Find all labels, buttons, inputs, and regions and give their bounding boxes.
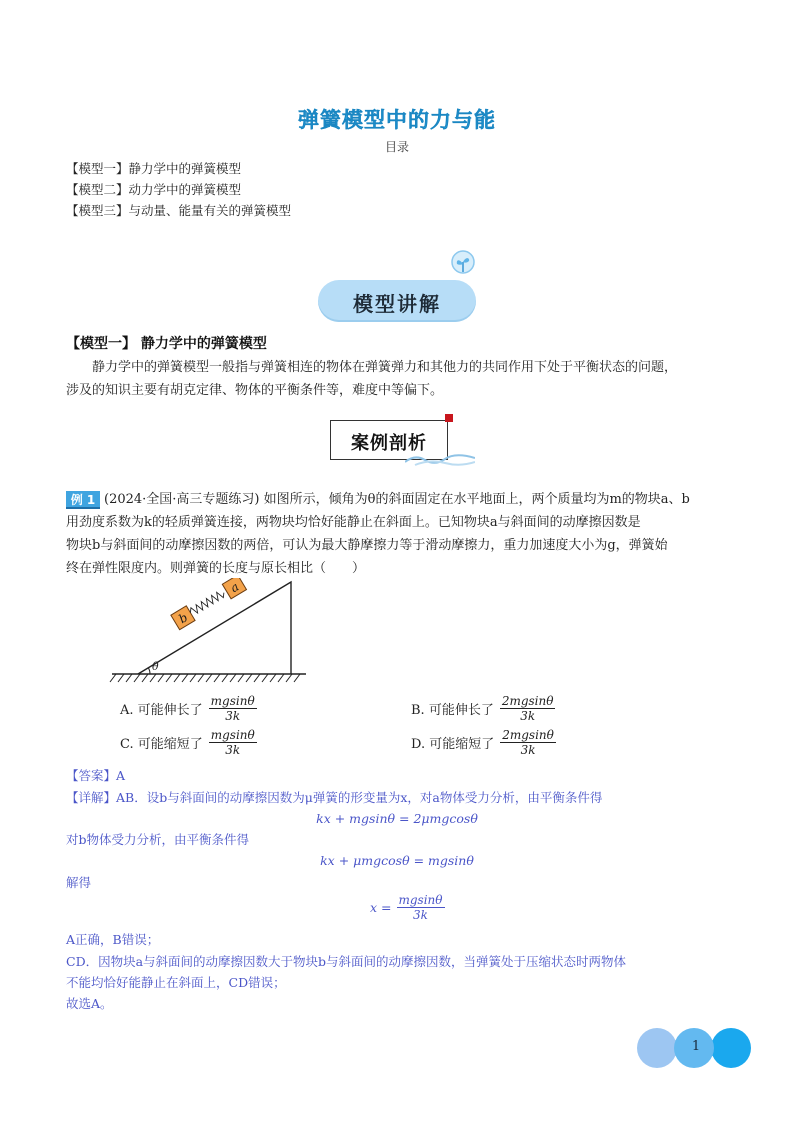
- detail-line-5: CD．因物块a与斜面间的动摩擦因数大于物块b与斜面间的动摩擦因数，当弹簧处于压缩状态时两物体: [66, 954, 627, 969]
- example-tag-label: 例: [70, 493, 83, 507]
- detail-line-2: 对b物体受力分析，由平衡条件得: [66, 832, 250, 847]
- equation-3: [370, 893, 445, 922]
- page-circle-left: [637, 1028, 677, 1068]
- section-heading: 【模型一】 静力学中的弹簧模型: [66, 336, 267, 352]
- block-a-label: a: [227, 579, 242, 596]
- incline-figure: [108, 578, 308, 684]
- option-c-fraction: [209, 728, 257, 757]
- option-b-label: B. 可能伸长了: [411, 703, 494, 718]
- example-number: 1: [86, 493, 96, 507]
- option-d[interactable]: [411, 728, 556, 757]
- equation-3-den: 3k: [413, 908, 428, 922]
- intro-line-2: 涉及的知识主要有胡克定律、物体的平衡条件等，难度中等偏下。: [66, 383, 444, 398]
- option-a-fraction: [209, 694, 257, 723]
- wave-decoration-icon: [405, 450, 475, 466]
- toc-item-2[interactable]: 【模型二】动力学中的弹簧模型: [66, 182, 242, 197]
- option-b-num: 2mgsinθ: [501, 694, 554, 708]
- equation-3-fraction: [397, 893, 445, 922]
- option-d-label: D. 可能缩短了: [411, 737, 495, 752]
- page-circle-right: [711, 1028, 751, 1068]
- example-line-3: 物块b与斜面间的动摩擦因数的两倍，可认为最大静摩擦力等于滑动摩擦力，重力加速度大小为g，弹簧始: [66, 538, 668, 553]
- document-title: 弹簧模型中的力与能: [298, 108, 496, 132]
- intro-line-1: 静力学中的弹簧模型一般指与弹簧相连的物体在弹簧弹力和其他力的共同作用下处于平衡状态的问题，: [92, 360, 678, 375]
- example-line-2: 用劲度系数为k的轻质弹簧连接，两物块均恰好能静止在斜面上。已知物块a与斜面间的动摩擦因数是: [66, 515, 641, 530]
- toc-item-3[interactable]: 【模型三】与动量、能量有关的弹簧模型: [66, 203, 292, 218]
- option-d-num: 2mgsinθ: [502, 728, 554, 742]
- option-a[interactable]: [120, 694, 257, 723]
- option-a-den: 3k: [225, 709, 241, 723]
- option-d-den: 3k: [520, 743, 536, 757]
- angle-label: θ: [152, 660, 159, 673]
- option-b[interactable]: [411, 694, 555, 723]
- option-a-num: mgsinθ: [210, 694, 255, 708]
- equation-3-lhs: x =: [370, 900, 392, 915]
- option-d-fraction: [500, 728, 556, 757]
- page-number: 1: [691, 1039, 701, 1054]
- sprout-icon: [448, 248, 478, 280]
- option-a-label: A. 可能伸长了: [120, 703, 203, 718]
- equation-3-num: mgsinθ: [398, 893, 443, 907]
- example-line-4: 终在弹性限度内。则弹簧的长度与原长相比（ ）: [66, 561, 366, 576]
- detail-line-6: 不能均恰好能静止在斜面上，CD错误；: [66, 975, 286, 990]
- equation-1: kx + mgsinθ = 2μmgcosθ: [316, 811, 478, 826]
- detail-line-7: 故选A。: [66, 996, 113, 1011]
- block-b-label: b: [176, 610, 191, 627]
- option-b-den: 3k: [520, 709, 536, 723]
- detail-line-4: A正确，B错误；: [66, 932, 160, 947]
- detail-line-1: 【详解】AB．设b与斜面间的动摩擦因数为μ弹簧的形变量为x，对a物体受力分析，由平衡条件得: [66, 790, 603, 805]
- answer-line: 【答案】A: [66, 768, 126, 783]
- case-banner-accent: [445, 414, 453, 422]
- equation-2: kx + μmgcosθ = mgsinθ: [320, 853, 474, 868]
- example-line-1: (2024·全国·高三专题练习) 如图所示，倾角为θ的斜面固定在水平地面上，两个质量均为m的物块a、b: [104, 492, 690, 507]
- option-c-den: 3k: [225, 743, 241, 757]
- toc-heading: 目录: [384, 140, 409, 154]
- detail-line-3: 解得: [66, 875, 92, 890]
- option-c-label: C. 可能缩短了: [120, 737, 203, 752]
- option-c-num: mgsinθ: [210, 728, 255, 742]
- banner-model-explanation: 模型讲解: [353, 292, 441, 316]
- option-c[interactable]: [120, 728, 257, 757]
- example-tag: [66, 491, 100, 509]
- option-b-fraction: [500, 694, 556, 723]
- case-banner: 案例剖析: [351, 433, 427, 454]
- toc-item-1[interactable]: 【模型一】静力学中的弹簧模型: [66, 161, 242, 176]
